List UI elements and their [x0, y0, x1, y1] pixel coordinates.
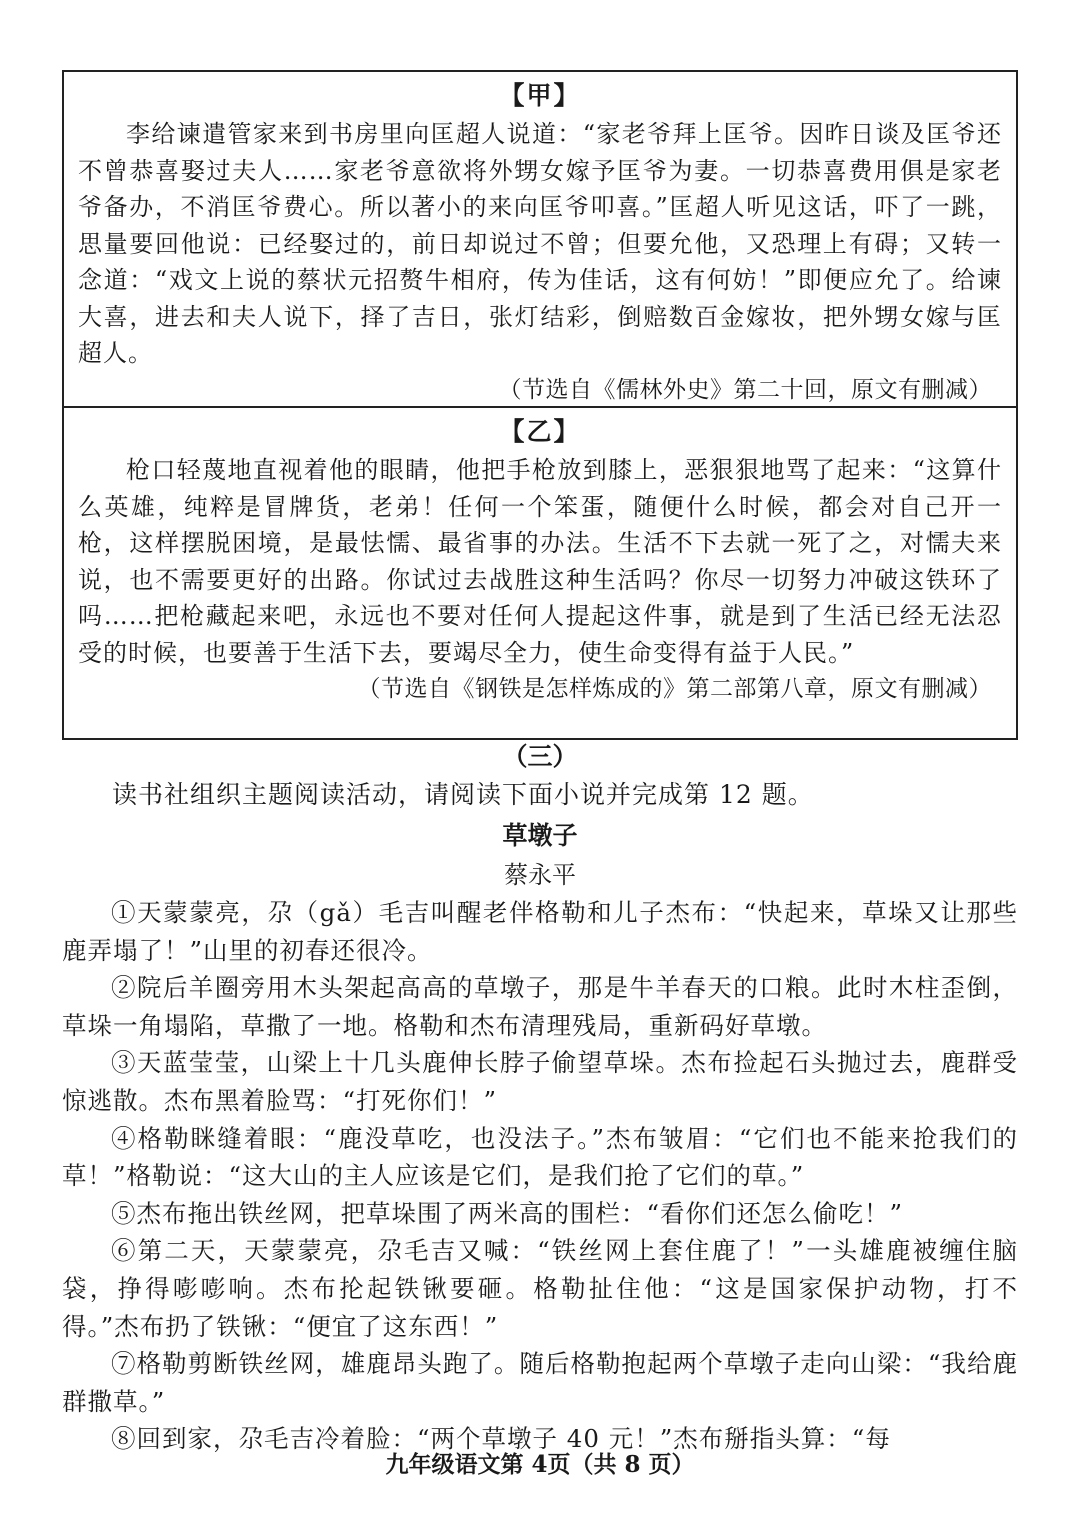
section-three-heading: （三）: [502, 742, 578, 771]
story-author: 蔡永平: [504, 861, 576, 889]
story-paragraph: ①天蒙蒙亮，尕（gǎ）毛吉叫醒老伴格勒和儿子杰布：“快起来，草垛又让那些鹿弄塌了！”山里的初春还很冷。: [62, 898, 1018, 965]
story-paragraph: ⑥第二天，天蒙蒙亮，尕毛吉又喊：“铁丝网上套住鹿了！”一头雄鹿被缠住脑袋，挣得嘭嘭响。杰布抡起铁锹要砸。格勒扯住他：“这是国家保护动物，打不得。”杰布扔了铁锹：“便宜了这东西！”: [62, 1236, 1018, 1341]
passage-jia-text: 李给谏遣管家来到书房里向匡超人说道：“家老爷拜上匡爷。因昨日谈及匡爷还不曾恭喜娶过夫人……家老爷意欲将外甥女嫁予匡爷为妻。一切恭喜费用俱是家老爷备办，不消匡爷费心。所以著小的来向匡爷叩喜。”匡超人听见这话，吓了一跳，思量要回他说：已经娶过的，前日却说过不曾；但要允他，又恐理上有碍；又转一念道：“戏文上说的蔡状元招赘牛相府，传为佳话，这有何妨！”即便应允了。给谏大喜，进去和夫人说下，择了吉日，张灯结彩，倒赔数百金嫁妆，把外甥女嫁与匡超人。: [78, 120, 1002, 367]
story-paragraph: ⑧回到家，尕毛吉冷着脸：“两个草墩子 40 元！”杰布掰指头算：“每: [111, 1424, 891, 1454]
section-three: [62, 740, 1018, 1458]
story-paragraph: ⑦格勒剪断铁丝网，雄鹿昂头跑了。随后格勒抱起两个草墩子走向山梁：“我给鹿群撒草。”: [62, 1349, 1018, 1416]
page-footer: 九年级语文第 4页（共 8 页）: [385, 1451, 695, 1478]
passage-jia-source: （节选自《儒林外史》第二十回，原文有删减）: [498, 376, 992, 403]
section-three-intro: 读书社组织主题阅读活动，请阅读下面小说并完成第 12 题。: [112, 780, 814, 809]
passage-yi-title: 【乙】: [499, 417, 581, 446]
passage-jia: [64, 72, 1016, 406]
story-paragraph: ③天蓝莹莹，山梁上十几头鹿伸长脖子偷望草垛。杰布捡起石头抛过去，鹿群受惊逃散。杰布黑着脸骂：“打死你们！”: [62, 1048, 1018, 1115]
story-paragraph: ⑤杰布拖出铁丝网，把草垛围了两米高的围栏：“看你们还怎么偷吃！”: [111, 1198, 904, 1228]
story-paragraph: ④格勒眯缝着眼：“鹿没草吃，也没法子。”杰布皱眉：“它们也不能来抢我们的草！”格勒说：“这大山的主人应该是它们，是我们抢了它们的草。”: [62, 1123, 1018, 1191]
passage-yi-source: （节选自《钢铁是怎样炼成的》第二部第八章，原文有删减）: [357, 676, 992, 702]
reading-material-boxes: [62, 70, 1018, 740]
passage-jia-title: 【甲】: [499, 81, 581, 110]
passage-yi: [64, 406, 1016, 738]
passage-yi-text: 枪口轻蔑地直视着他的眼睛，他把手枪放到膝上，恶狠狠地骂了起来：“这算什么英雄，纯粹是冒牌货，老弟！任何一个笨蛋，随便什么时候，都会对自己开一枪，这样摆脱困境，是最怯懦、最省事的办法。生活不下去就一死了之，对懦夫来说，也不需要更好的出路。你试过去战胜这种生活吗？你尽一切努力冲破这铁环了吗……把枪藏起来吧，永远也不要对任何人提起这件事，就是到了生活已经无法忍受的时候，也要善于生活下去，要竭尽全力，使生命变得有益于人民。”: [78, 456, 1002, 667]
story-paragraph: ②院后羊圈旁用木头架起高高的草墩子，那是牛羊春天的口粮。此时木柱歪倒，草垛一角塌陷，草撒了一地。格勒和杰布清理残局，重新码好草墩。: [62, 973, 1018, 1040]
story-title: 草墩子: [502, 821, 578, 850]
